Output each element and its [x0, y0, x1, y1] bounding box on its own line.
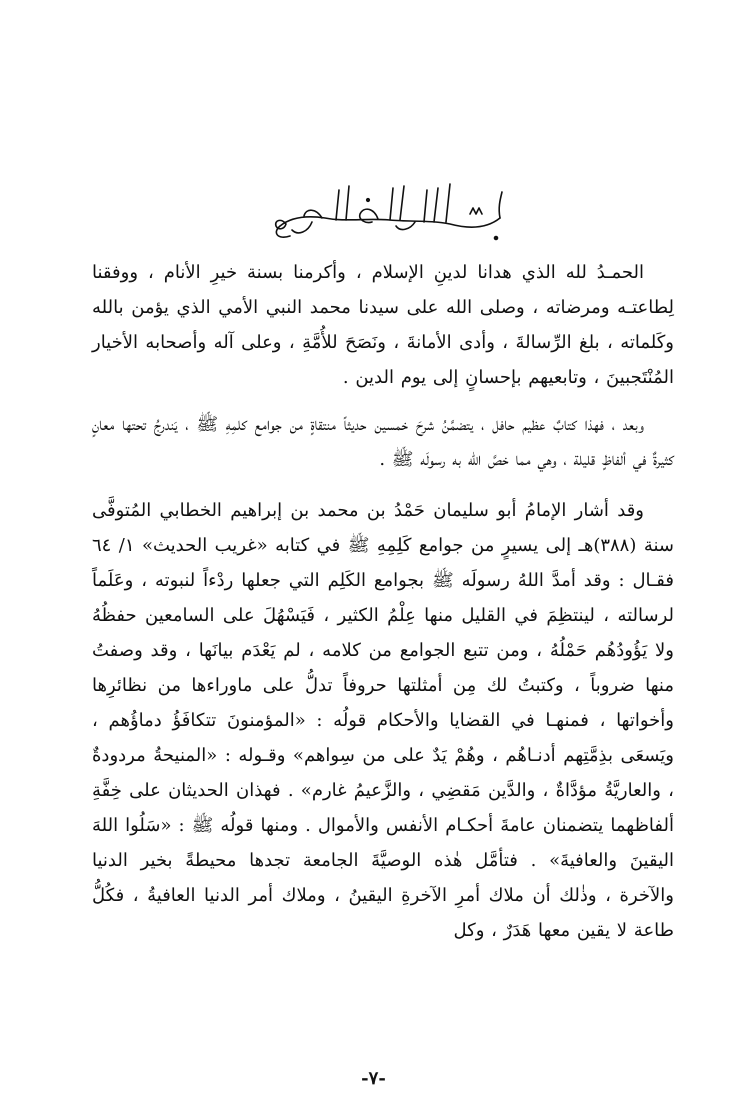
document-body [92, 255, 674, 948]
page-number: -٧- [361, 1068, 386, 1089]
paragraph-khattabi-quote: وقد أشار الإمامُ أبو سليمان حَمْدُ بن محمد بن إبراهيم الخطابي المُتوفَّى سنة (٣٨٨)هـ إلى يسيرٍ من جوامع كَلِمِهِ ﷺ في كتابه «غريب الحديث» ١/ ٦٤ فقـال : وقد أمدَّ اللهُ رسولَه ﷺ بجوامع الكَلِم التي جعلها ردْءاً لنبوته ، وعَلَماً لرسالته ، لينتظِمَ في القليل منها عِلْمُ الكثير ، فَيَسْهُلَ على السامعين حفظُهُ ولا يَؤُودُهُم حَمْلُهُ ، ومن تتبع الجوامع من كلامه ، لم يَعْدَم بيانَها ، وقد وصفتُ منها ضروباً ، وكتبتُ لك مِن أمثلتها حروفاً تدلُّ على ماوراءها من نظائرِها وأخواتها ، فمنهـا في القضايا والأحكام قولُه : «المؤمنونَ تتكافَؤُ دماؤُهم ، ويَسعَى بذِمَّتِهم أدنـاهُم ، وهُمْ يَدٌ على من سِواهم» وقـوله : «المنيحةُ مردودةٌ ، والعاريَّةُ مؤدَّاةٌ ، والدَّين مَقضِي ، والزَّعيمُ غارم» . فهذان الحديثان على خِفَّةِ ألفاظهما يتضمنان عامةَ أحكـام الأنفس والأموال . ومنها قولُه ﷺ : «سَلُوا اللهَ اليقينَ والعافيةَ» . فتأمَّل هٰذه الوصيَّةَ الجامعة تجدها محيطةً بخير الدنيا والآخرة ، وذٰلك أن ملاك أمرِ الآخرةِ اليقينُ ، وملاك أمر الدنيا العافيةُ ، فكُلُّ طاعة لا يقين معها هَدَرٌ ، وكل [92, 500, 674, 941]
basmala-calligraphy [250, 178, 510, 248]
paragraph-opening: الحمـدُ لله الذي هدانا لدينِ الإسلام ، وأكرمنا بسنة خيرِ الأنام ، ووفقنا لِطاعتـه ومرضاته ، وصلى الله على سيدنا محمد النبي الأمي الذي يؤمن بالله وكَلماته ، بلغ الرِّسالةَ ، وأدى الأمانةَ ، ونَصَحَ للأُمَّةِ ، وعلى آله وأصحابه الأخيار المُنْتَجبينَ ، وتابعيهم بإحسانٍ إلى يوم الدين . [92, 262, 674, 388]
paragraph-introduction: وبعد ، فهذا كتابٌ عظيم حافل ، يتضمَّنُ شرحَ خمسين حديثاً منتقاةٍ من جوامع كلمِهِ ﷺ ، يَندرجُ تحتها معانٍ كثيرةٌ في ألفاظٍ قليلة ، وهي مما خصَّ الله به رسولَه ﷺ . [92, 414, 674, 470]
